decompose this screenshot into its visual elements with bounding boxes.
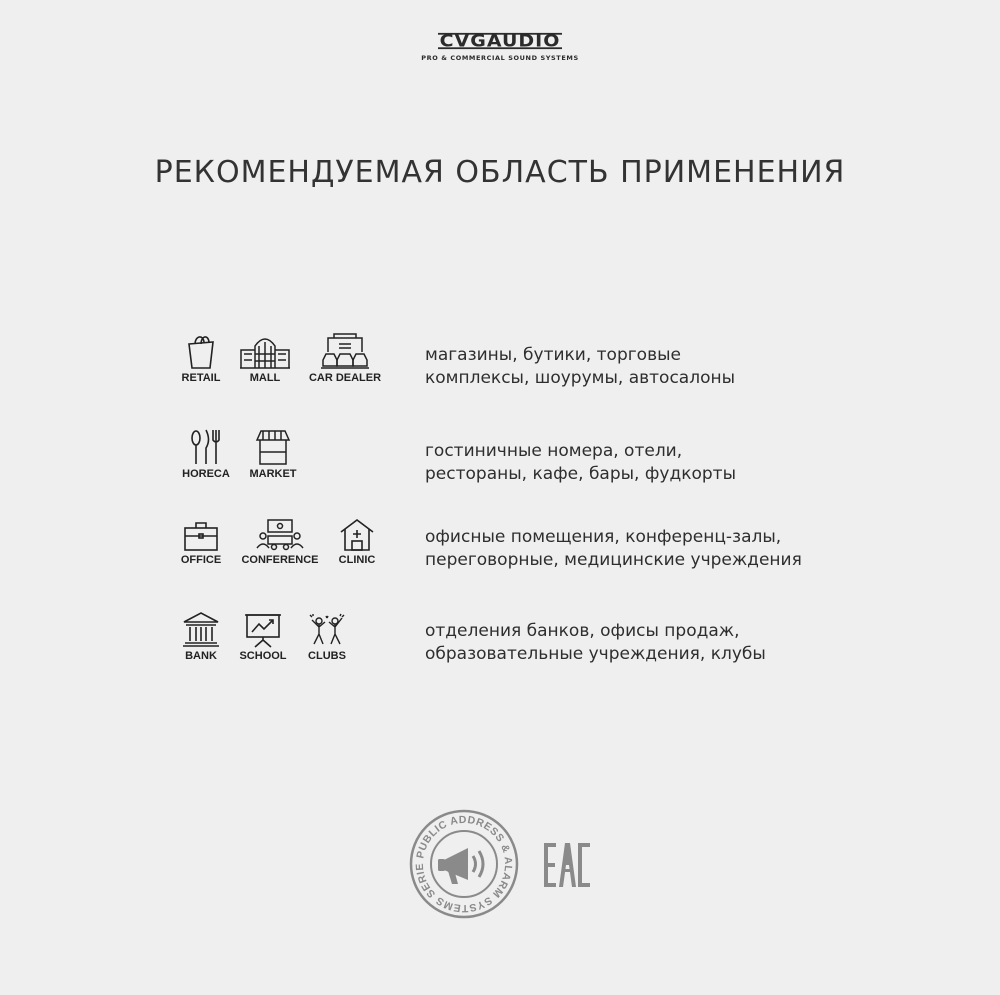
row-description xyxy=(425,526,802,572)
icon-item-clubs xyxy=(287,612,367,662)
description-line-1: магазины, бутики, торговые xyxy=(425,345,681,365)
icon-label: RETAIL xyxy=(181,372,221,384)
briefcase-icon xyxy=(181,518,221,552)
description-line-1: отделения банков, офисы продаж, xyxy=(425,621,740,641)
mall-building-icon xyxy=(239,332,291,370)
icon-item-car-dealer xyxy=(305,332,385,384)
icon-label: MALL xyxy=(249,372,281,384)
megaphone-icon xyxy=(438,848,468,884)
icon-item-clinic xyxy=(317,518,397,566)
page-title: РЕКОМЕНДУЕМАЯ ОБЛАСТЬ ПРИМЕНЕНИЯ xyxy=(154,155,846,190)
dancing-people-icon xyxy=(307,612,347,648)
description-line-2: образовательные учреждения, клубы xyxy=(425,644,766,664)
description-line-2: переговорные, медицинские учреждения xyxy=(425,550,802,570)
badge-ring-textpath: PUBLIC ADDRESS & ALARM SYSTEMS SERIE xyxy=(413,813,515,915)
presentation-board-icon xyxy=(243,612,283,648)
icon-label: CLINIC xyxy=(338,554,376,566)
icon-label: BANK xyxy=(185,650,217,662)
eac-certification-mark xyxy=(544,843,592,891)
row-description xyxy=(425,620,766,666)
application-row-office xyxy=(0,518,1000,588)
icon-label: OFFICE xyxy=(180,554,222,566)
icon-label: CAR DEALER xyxy=(308,372,382,384)
sound-waves xyxy=(473,851,483,877)
row-description xyxy=(425,344,735,390)
application-row-horeca xyxy=(0,428,1000,498)
icon-label: SCHOOL xyxy=(239,650,287,662)
clinic-building-icon xyxy=(337,518,377,552)
shopping-bag-icon xyxy=(181,332,221,370)
description-line-1: гостиничные номера, отели, xyxy=(425,441,683,461)
row-description xyxy=(425,440,736,486)
cutlery-icon xyxy=(186,428,226,466)
car-dealer-icon xyxy=(320,332,370,370)
icon-item-mall xyxy=(225,332,305,384)
logo-tagline: PRO & COMMERCIAL SOUND SYSTEMS xyxy=(421,54,579,62)
description-line-2: рестораны, кафе, бары, фудкорты xyxy=(425,464,736,484)
icon-label: HORECA xyxy=(182,468,230,480)
application-row-retail xyxy=(0,332,1000,402)
application-row-bank xyxy=(0,612,1000,682)
icon-label: CONFERENCE xyxy=(241,554,319,566)
conference-table-icon xyxy=(254,518,306,552)
icon-label: MARKET xyxy=(249,468,297,480)
description-line-1: офисные помещения, конференц-залы, xyxy=(425,527,782,547)
public-address-badge xyxy=(408,808,520,924)
brand-logo xyxy=(0,32,1000,62)
description-line-2: комплексы, шоурумы, автосалоны xyxy=(425,368,736,388)
icon-item-conference xyxy=(240,518,320,566)
market-stall-icon xyxy=(253,428,293,466)
icon-item-office xyxy=(161,518,241,566)
logo-wordmark: CVGAUDIO xyxy=(439,31,561,51)
bank-building-icon xyxy=(181,612,221,648)
icon-item-market xyxy=(233,428,313,480)
icon-label: CLUBS xyxy=(308,650,346,662)
